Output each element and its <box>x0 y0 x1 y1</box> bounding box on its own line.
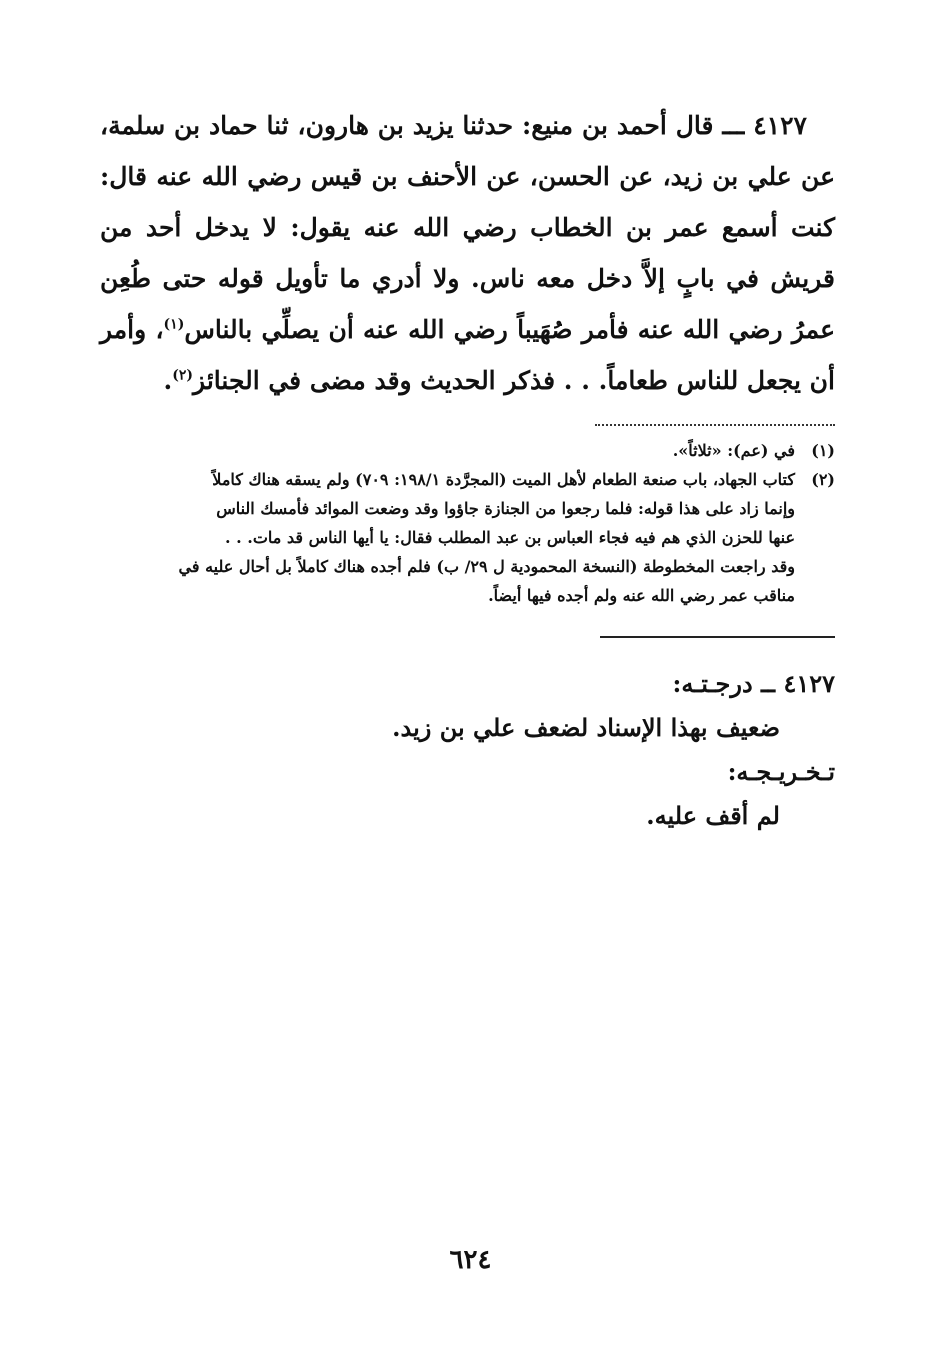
section-divider <box>600 636 835 638</box>
footnote-line: وإنما زاد على هذا قوله: فلما رجعوا من الجنازة جاؤوا وقد وضعت الموائد فأمسك الناس <box>216 499 795 518</box>
footnote-line: كتاب الجهاد، باب صنعة الطعام لأهل الميت (المجرَّدة ١٩٨/١: ٧٠٩) ولم يسقه هناك كاملاً <box>212 470 795 489</box>
footnote-body <box>100 465 795 610</box>
page-content <box>100 100 835 838</box>
footnote-line: في (عم): «ثلاثاً». <box>672 441 795 460</box>
footnote-ref-2[interactable]: (٢) <box>172 367 194 384</box>
footnote-number: (١) <box>811 441 835 460</box>
footnote-line: عنها للحزن الذي هم فيه فجاء العباس بن عبد المطلب فقال: يا أيها الناس قد مات. . . <box>225 528 795 547</box>
footnote-line: وقد راجعت المخطوطة (النسخة المحمودية ل ٢٩/ ب) فلم أجده هناك كاملاً بل أحال عليه في <box>178 557 795 576</box>
takhrij-body: لم أقف عليه. <box>646 801 780 830</box>
hadith-text-part2: ، وأمر أن يجعل للناس طعاماً. . . فذكر الحديث وقد مضى في الجنائز <box>100 315 835 395</box>
footnotes <box>100 436 835 610</box>
grading-heading: ٤١٢٧ ــ درجـتـه: <box>672 669 835 698</box>
footnote-body <box>100 436 795 465</box>
hadith-number: ٤١٢٧ <box>753 111 807 140</box>
page-number: ٦٢٤ <box>449 1245 492 1275</box>
grading-section <box>100 662 835 838</box>
hadith-text-part1: قال أحمد بن منيع: حدثنا يزيد بن هارون، ثنا حماد بن سلمة، عن علي بن زيد، عن الحسن، عن الأحنف بن قيس رضي الله عنه قال: كنت أسمع عمر بن الخطاب رضي الله عنه يقول: لا يدخل أحد من قريش في بابٍ إلاَّ دخل معه ناس. ولا أدري ما تأويل قوله حتى طُعِن عمرُ رضي الله عنه فأمر صُهَيباً رضي الله عنه أن يصلِّي بالناس <box>100 111 836 344</box>
takhrij-heading: تـخـريـجـه: <box>727 757 835 786</box>
hadith-text-end: . <box>163 366 173 395</box>
hadith-dash: ـــ <box>722 111 745 140</box>
footnote-2 <box>100 465 835 610</box>
footnote-1 <box>100 436 835 465</box>
footnote-number: (٢) <box>811 470 835 489</box>
footnote-separator-dots <box>595 424 835 426</box>
footnote-line: مناقب عمر رضي الله عنه ولم أجده فيها أيضاً. <box>488 586 795 605</box>
grading-body: ضعيف بهذا الإسناد لضعف علي بن زيد. <box>392 713 780 742</box>
hadith-paragraph <box>100 100 835 406</box>
footnote-ref-1[interactable]: (١) <box>163 316 185 333</box>
